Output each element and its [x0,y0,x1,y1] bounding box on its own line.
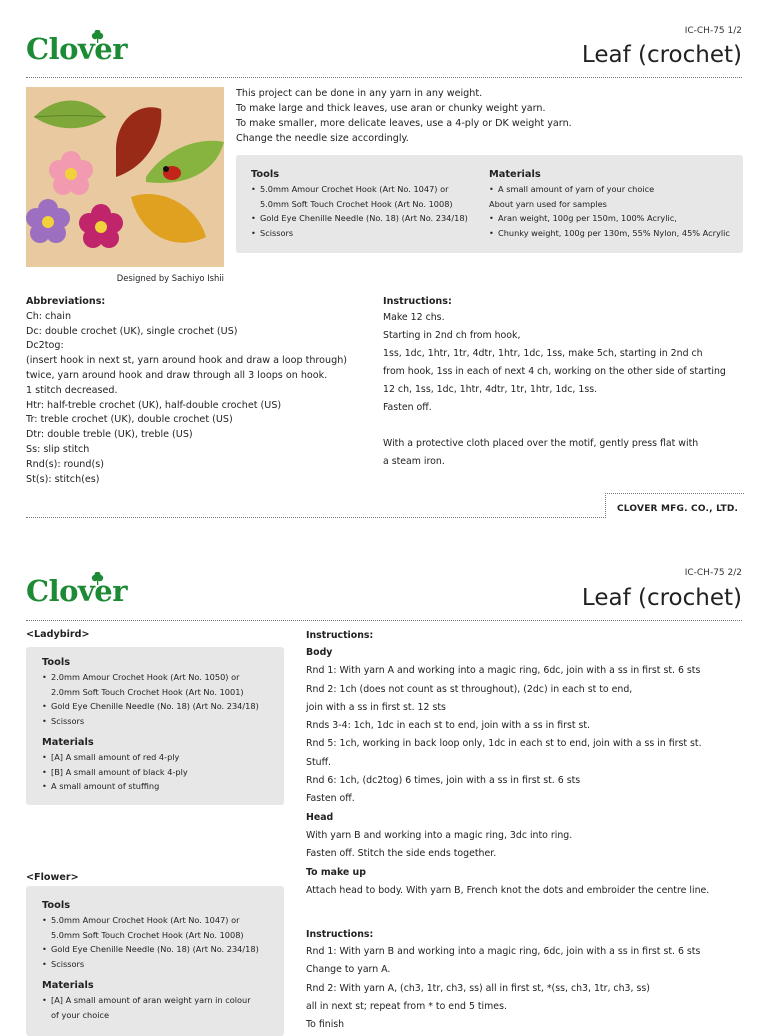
head-heading: Head [306,811,334,823]
abbreviation-line: Ch: chain [26,310,72,322]
divider [26,620,742,621]
tools-heading: Tools [251,169,280,180]
instruction-line: Rnd 2: With yarn A, (ch3, 1tr, ch3, ss) all in first st, *(ss, ch3, 1tr, ch3, ss) [306,982,650,994]
tools-heading: Tools [42,657,71,668]
abbreviation-line: Ss: slip stitch [26,443,90,455]
abbreviation-line: St(s): stitch(es) [26,473,100,485]
flower-tools [42,900,259,1022]
divider [26,77,742,78]
instruction-line: Rnd 1: With yarn B and working into a magic ring, 6dc, join with a ss in first st. 6 sts [306,946,701,957]
ladybird-tools [42,657,259,794]
material-item: • [A] A small amount of red 4-ply [42,750,259,765]
tools-section [251,169,468,240]
flower-instructions [306,927,746,1034]
abbreviations [26,295,366,487]
clover-logo [26,30,136,70]
instruction-line: With yarn B and working into a magic ring, 3dc into ring. [306,829,573,841]
tool-item: • 5.0mm Amour Crochet Hook (Art No. 1047) or [42,913,259,928]
abbreviations-heading: Abbreviations: [26,296,106,307]
makeup-heading: To make up [306,866,366,878]
page-code: IC-CH-75 2/2 [684,568,742,578]
instructions-heading: Instructions: [306,929,374,940]
tool-item: • Scissors [42,714,259,729]
photo-caption: Designed by Sachiyo Ishii [116,273,224,283]
ladybird-label: <Ladybird> [26,629,90,640]
materials-heading: Materials [489,169,541,180]
abbreviation-line: twice, yarn around hook and draw through all 3 loops on hook. [26,369,328,381]
instruction-line: Starting in 2nd ch from hook, [383,330,521,341]
page-title: Leaf (crochet) [581,42,742,68]
ladybird-instructions [306,628,746,900]
tool-item: • Gold Eye Chenille Needle (No. 18) (Art No. 234/18) [42,699,259,714]
instructions-heading: Instructions: [306,630,374,641]
abbreviation-line: Dc2tog: [26,340,64,352]
instruction-line: Attach head to body. With yarn B, French knot the dots and embroider the centre line. [306,884,710,896]
tool-item: 2.0mm Soft Touch Crochet Hook (Art No. 1001) [51,686,244,697]
instruction-line: all in next st; repeat from * to end 5 times. [306,1000,507,1012]
instruction-line: Rnd 5: 1ch, working in back loop only, 1dc in each st to end, join with a ss in first st. [306,738,702,750]
page-code: IC-CH-75 1/2 [684,26,742,36]
material-item: • A small amount of stuffing [42,779,259,794]
instruction-line: Stuff. [306,756,332,768]
tool-item: • Gold Eye Chenille Needle (No. 18) (Art No. 234/18) [42,942,259,957]
project-photo [26,87,224,267]
page-title: Leaf (crochet) [581,585,742,611]
intro-line: To make large and thick leaves, use aran or chunky weight yarn. [236,103,546,114]
instruction-line: Rnds 3-4: 1ch, 1dc in each st to end, join with a ss in first st. [306,720,591,732]
material-item: of your choice [51,1009,110,1020]
instruction-note-line: With a protective cloth placed over the motif, gently press flat with [383,438,699,449]
abbreviation-line: 1 stitch decreased. [26,384,118,396]
page-divider [26,517,606,518]
abbreviation-line: Htr: half-treble crochet (UK), half-double crochet (US) [26,399,282,411]
tool-item: • 5.0mm Amour Crochet Hook (Art No. 1047) or [251,182,468,197]
material-item: • [A] A small amount of aran weight yarn in colour [42,993,259,1008]
flower-box [26,886,284,1036]
intro-line: This project can be done in any yarn in any weight. [236,88,483,99]
instruction-line: 1ss, 1dc, 1htr, 1tr, 4dtr, 1htr, 1dc, 1ss, make 5ch, starting in 2nd ch [383,348,703,359]
instructions-heading: Instructions: [383,296,452,307]
intro-line: Change the needle size accordingly. [236,133,409,144]
material-item: About yarn used for samples [489,198,607,209]
instructions [383,295,743,471]
abbreviation-line: Rnd(s): round(s) [26,458,104,470]
ladybird-box [26,647,284,805]
intro-text [236,86,572,146]
tool-item: • Gold Eye Chenille Needle (No. 18) (Art No. 234/18) [251,211,468,226]
instruction-line: Make 12 chs. [383,312,445,323]
instruction-line: join with a ss in first st. 12 sts [306,701,446,713]
material-item: • Aran weight, 100g per 150m, 100% Acrylic, [489,211,730,226]
tool-item: • Scissors [251,226,468,241]
material-item: • Chunky weight, 100g per 130m, 55% Nylon, 45% Acrylic [489,226,730,241]
footer-brand: CLOVER MFG. CO., LTD. [617,504,739,514]
instruction-line: Rnd 1: With yarn A and working into a magic ring, 6dc, join with a ss in first st. 6 sts [306,665,701,677]
tool-item: • 2.0mm Amour Crochet Hook (Art No. 1050) or [42,670,259,685]
materials-heading: Materials [42,980,94,991]
materials-heading: Materials [42,737,94,748]
tool-item: 5.0mm Soft Touch Crochet Hook (Art No. 1008) [260,198,453,209]
material-item: • [B] A small amount of black 4-ply [42,765,259,780]
body-heading: Body [306,647,333,658]
abbreviation-line: Dc: double crochet (UK), single crochet (US) [26,325,238,337]
instruction-line: Rnd 2: 1ch (does not count as st throughout), (2dc) in each st to end, [306,683,633,695]
abbreviation-line: Dtr: double treble (UK), treble (US) [26,429,193,441]
instruction-line: To finish [306,1019,345,1031]
tools-materials-box [236,155,743,253]
instruction-line: Fasten off. [306,793,355,805]
materials-section [489,169,730,240]
abbreviation-line: Tr: treble crochet (UK), double crochet (US) [26,414,233,426]
clover-logo [26,572,136,612]
flower-label: <Flower> [26,872,79,883]
instruction-line: 12 ch, 1ss, 1dc, 1htr, 4dtr, 1tr, 1htr, 1dc, 1ss. [383,384,598,395]
instruction-line: from hook, 1ss in each of next 4 ch, working on the other side of starting [383,366,726,377]
material-item: • A small amount of yarn of your choice [489,182,730,197]
logo-text: Clover [26,32,128,66]
instruction-line: Fasten off. [383,402,432,413]
intro-line: To make smaller, more delicate leaves, use a 4-ply or DK weight yarn. [236,118,572,129]
logo-text: Clover [26,574,128,608]
tool-item: 5.0mm Soft Touch Crochet Hook (Art No. 1008) [51,929,244,940]
tools-heading: Tools [42,900,71,911]
instruction-line: Rnd 6: 1ch, (dc2tog) 6 times, join with a ss in first st. 6 sts [306,775,581,787]
abbreviation-line: (insert hook in next st, yarn around hook and draw a loop through) [26,355,348,367]
instruction-line: Fasten off. Stitch the side ends together. [306,848,497,860]
instruction-line: Change to yarn A. [306,964,391,976]
tool-item: • Scissors [42,957,259,972]
instruction-note-line: a steam iron. [383,456,445,467]
